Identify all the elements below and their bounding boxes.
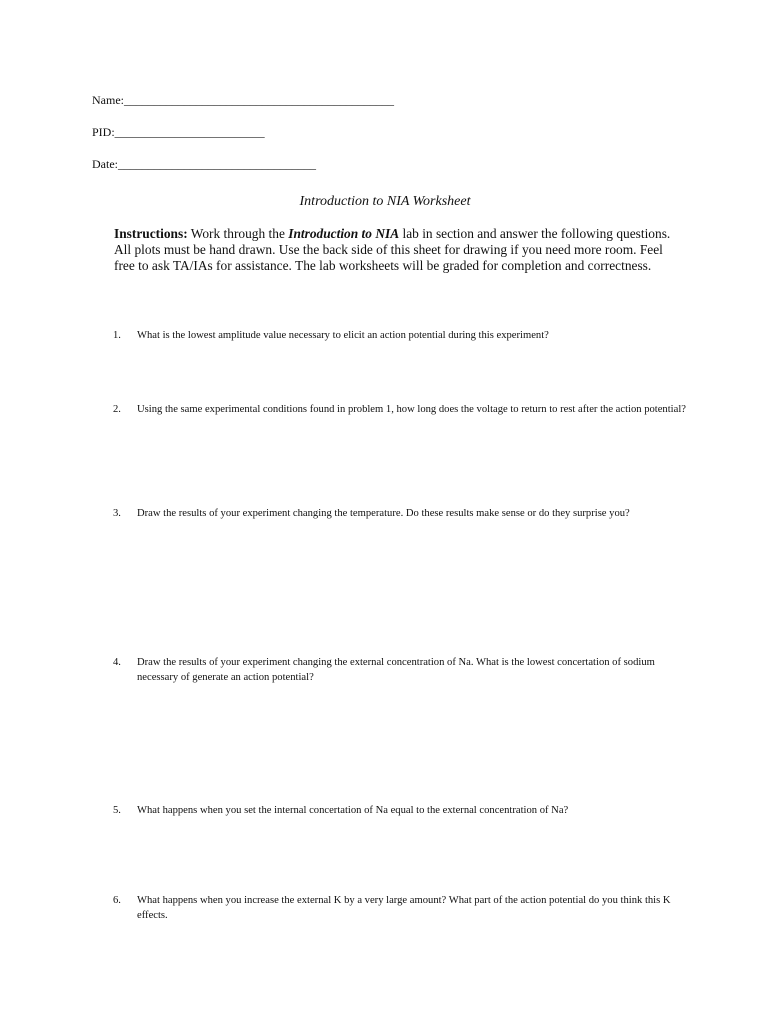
question-1 xyxy=(113,329,693,344)
instructions-text-before: Work through the xyxy=(187,226,289,241)
question-number: 6. xyxy=(113,895,121,906)
question-2 xyxy=(113,403,693,418)
instructions-text-after: lab in section and answer the following questions. All plots must be hand drawn. Use the back side of this sheet for drawing if you need more room. Feel free to ask TA/IAs for assistance. The lab worksheets will be graded for completion and correctness. xyxy=(114,226,671,274)
question-number: 3. xyxy=(113,508,121,519)
question-4 xyxy=(113,656,693,685)
question-5 xyxy=(113,804,693,819)
pid-field[interactable]: PID:_________________________ xyxy=(92,125,265,139)
question-text: Using the same experimental conditions found in problem 1, how long does the voltage to return to rest after the action potential? xyxy=(137,404,686,415)
question-6 xyxy=(113,894,693,923)
question-number: 5. xyxy=(113,805,121,816)
question-number: 4. xyxy=(113,657,121,668)
question-number: 2. xyxy=(113,404,121,415)
date-field[interactable]: Date:_________________________________ xyxy=(92,157,316,171)
question-number: 1. xyxy=(113,330,121,341)
question-text: What happens when you increase the external K by a very large amount? What part of the action potential do you think this K effects. xyxy=(137,895,671,921)
instructions-paragraph xyxy=(114,226,682,275)
question-text: What is the lowest amplitude value necessary to elicit an action potential during this experiment? xyxy=(137,330,549,341)
name-field[interactable]: Name:_____________________________________________ xyxy=(92,93,394,107)
question-text: What happens when you set the internal concertation of Na equal to the external concentration of Na? xyxy=(137,805,569,816)
question-text: Draw the results of your experiment changing the temperature. Do these results make sense or do they surprise you? xyxy=(137,508,630,519)
question-3 xyxy=(113,507,693,522)
instructions-lead: Instructions: xyxy=(114,226,188,241)
worksheet-title: Introduction to NIA Worksheet xyxy=(299,194,471,209)
question-text: Draw the results of your experiment changing the external concentration of Na. What is the lowest concertation of sodium necessary of generate an action potential? xyxy=(137,657,655,683)
lab-reference: Introduction to NIA xyxy=(288,226,400,241)
